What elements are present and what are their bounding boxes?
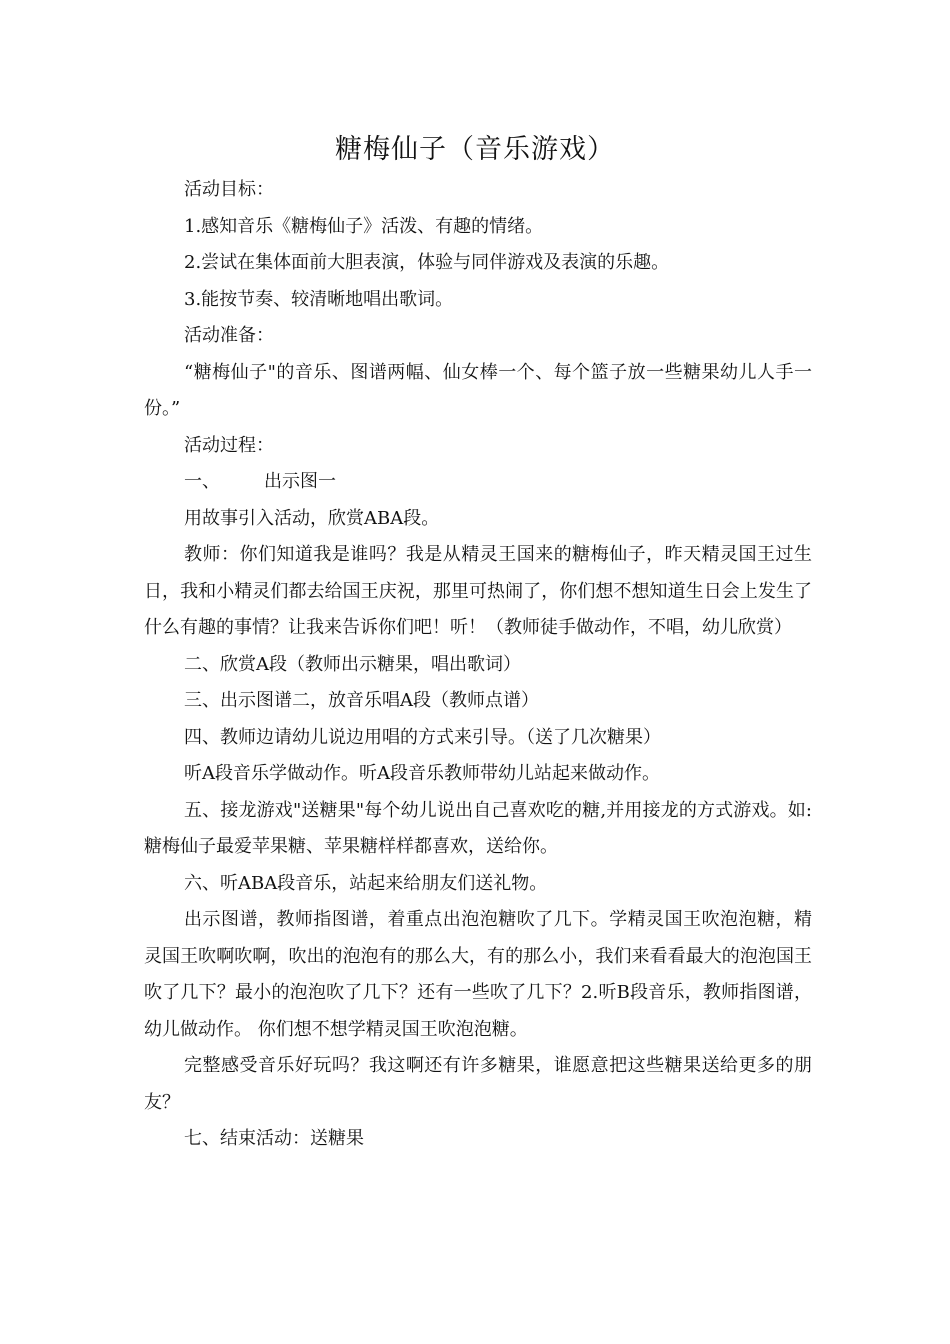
teacher-story: 教师：你们知道我是谁吗？我是从精灵王国来的糖梅仙子，昨天精灵国王过生日，我和小精灵们都去给国王庆祝，那里可热闹了，你们想不想知道生日会上发生了什么有趣的事情？让我来告诉你们吧！听！（教师徒手做动作，不唱，幼儿欣赏） [144,544,812,638]
heading-process: 活动过程： [184,434,274,456]
document-body [144,172,812,1158]
step-2: 二、欣赏A段（教师出示糖果，唱出歌词） [184,653,521,675]
goal-item-1: 1.感知音乐《糖梅仙子》活泼、有趣的情绪。 [184,215,544,237]
full-listening: 完整感受音乐好玩吗？我这啊还有许多糖果，谁愿意把这些糖果送给更多的朋友？ [144,1055,812,1113]
step-1-intro: 用故事引入活动，欣赏ABA段。 [184,507,440,529]
step-6: 六、听ABA段音乐，站起来给朋友们送礼物。 [184,872,548,894]
step-6-detail: 出示图谱，教师指图谱，着重点出泡泡糖吹了几下。学精灵国王吹泡泡糖，精灵国王吹啊吹啊，吹出的泡泡有的那么大，有的那么小，我们来看看最大的泡泡国王吹了几下？最小的泡泡吹了几下？还有一些吹了几下？2.听B段音乐，教师指图谱，幼儿做动作。 你们想不想学精灵国王吹泡泡糖。 [144,909,812,1040]
step-1-number: 一、 [184,471,220,492]
step-4: 四、教师边请幼儿说边用唱的方式来引导。（送了几次糖果） [184,726,661,748]
step-1 [144,464,812,501]
step-5: 五、接龙游戏"送糖果"每个幼儿说出自己喜欢吃的糖,并用接龙的方式游戏。如:糖梅仙子最爱苹果糖、苹果糖样样都喜欢，送给你。 [144,799,812,857]
heading-preparation: 活动准备： [184,325,274,346]
step-7: 七、结束活动：送糖果 [184,1128,364,1149]
goal-item-2: 2.尝试在集体面前大胆表演，体验与同伴游戏及表演的乐趣。 [184,252,670,273]
step-4-detail: 听A段音乐学做动作。听A段音乐教师带幼儿站起来做动作。 [184,763,660,784]
step-1-text: 出示图一 [264,471,336,492]
step-3: 三、出示图谱二，放音乐唱A段（教师点谱） [184,690,539,711]
goal-item-3: 3.能按节奏、较清晰地唱出歌词。 [184,288,454,310]
document-title: 糖梅仙子（音乐游戏） [335,134,615,165]
preparation-text: “糖梅仙子"的音乐、图谱两幅、仙女棒一个、每个篮子放一些糖果幼儿人手一份。” [144,361,812,419]
heading-goals: 活动目标： [184,179,274,200]
